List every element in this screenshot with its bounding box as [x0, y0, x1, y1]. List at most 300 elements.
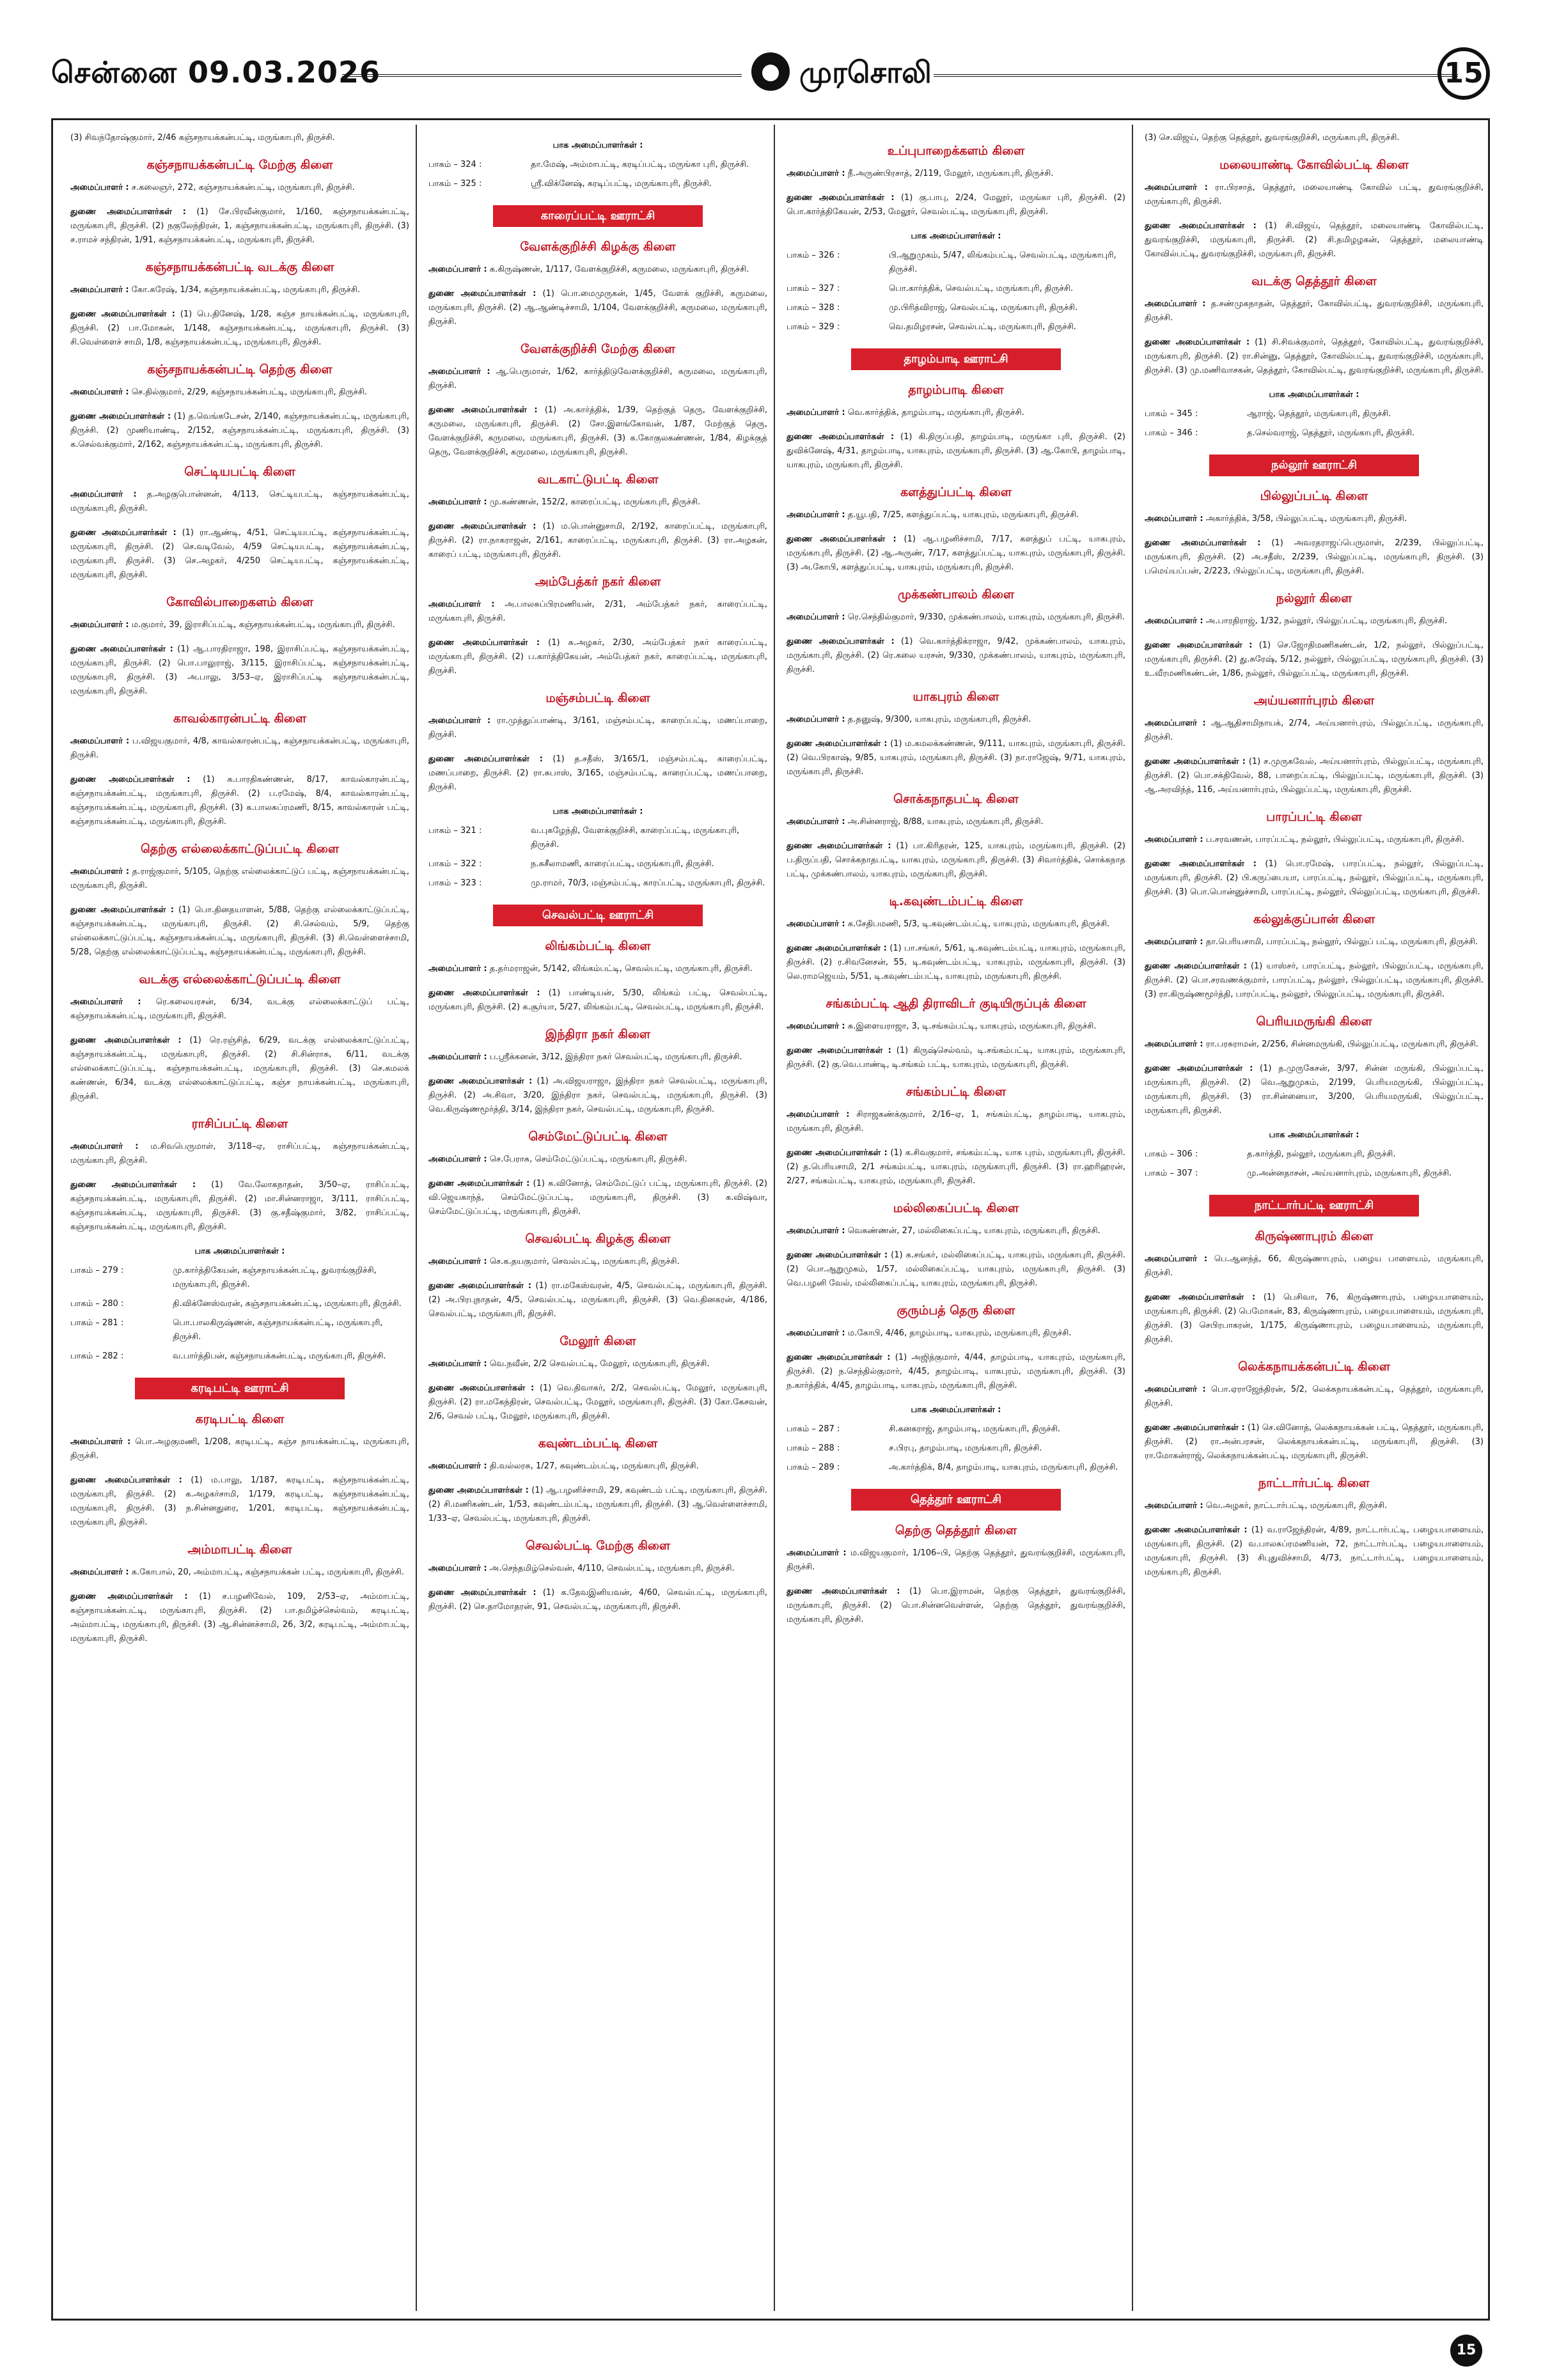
member-details: (1) சே.பிரவீன்குமார், 1/160, கஞ்சநாயக்கன்பட்டி, மருங்காபுரி, திருச்சி. (2) நகுலேந்திரன், 1, கஞ்சநாயக்கன்பட்டி, மருங்காபுரி, திருச்சி. (3) ச.ராமச் சந்திரன், 1/91, கஞ்சநாயக்கன்பட்டி, மருங்காபுரி, திருச்சி.	[70, 207, 409, 245]
booth-number: பாகம் – 289 :	[787, 1463, 840, 1472]
member-details: (1) சி.விஜய், தெத்தூர், மலையாண்டி கோவில்பட்டி, துவரங்குறிச்சி, மருங்காபுரி, திருச்சி. (2) சி.தமிழழகன், தெத்தூர், மலையாண்டி கோவில்பட்டி, துவரங்குறிச்சி, மருங்காபுரி, திருச்சி.	[1145, 221, 1484, 259]
role-label: துணை அமைப்பாளர்கள் :	[787, 432, 895, 442]
branch-heading: மேலூர் கிளை	[560, 1334, 636, 1348]
member-entry	[70, 618, 409, 632]
member-entry	[787, 635, 1125, 677]
branch-heading: வேளக்குறிச்சி கிழக்கு கிளை	[520, 240, 676, 254]
role-label: அமைப்பாளர் :	[1145, 1501, 1203, 1511]
role-label: துணை அமைப்பாளர்கள் :	[787, 1353, 891, 1362]
member-entry	[787, 1224, 1125, 1238]
member-details: (1) பாண்டியன், 5/30, லிங்கம் பட்டி, செவல்பட்டி, மருங்காபுரி, திருச்சி. (2) க.சூர்யா, 5/27, லிங்கம்பட்டி, செவல்பட்டி, மருங்காபுரி, திருச்சி.	[428, 988, 767, 1012]
member-entry	[428, 495, 767, 509]
member-details: ச.கலைஞர், 272, கஞ்சநாயக்கன்பட்டி, மருங்காபுரி, திருச்சி.	[131, 183, 355, 192]
role-label: துணை அமைப்பாளர்கள் :	[1145, 1064, 1253, 1073]
booth-organizers-title: பாக அமைப்பாளர்கள் :	[1269, 390, 1359, 400]
member-entry	[70, 1435, 409, 1463]
panchayat-banner: காரைப்பட்டி ஊராட்சி	[493, 205, 703, 227]
member-details: வெ.கார்த்திக், தாழம்பாடி, மருங்காபுரி, திருச்சி.	[847, 408, 1024, 417]
role-label: துணை அமைப்பாளர்கள் :	[70, 1036, 182, 1045]
member-entry	[70, 283, 409, 297]
branch-heading: தாழம்பாடி கிளை	[908, 383, 1004, 397]
branch-heading: செம்மேட்டுப்பட்டி கிளை	[528, 1130, 668, 1144]
member-entry	[70, 1590, 409, 1646]
member-details: சு.இளையராஜா, 3, டி.சங்கம்பட்டி, யாகபுரம், மருங்காபுரி, திருச்சி.	[847, 1022, 1097, 1031]
member-entry	[428, 287, 767, 329]
branch-heading: யாகபுரம் கிளை	[912, 690, 999, 704]
column-divider	[1132, 125, 1133, 2311]
member-entry	[428, 1255, 767, 1269]
member-entry	[70, 1140, 409, 1168]
role-label: துணை அமைப்பாளர்கள் :	[428, 988, 540, 998]
member-entry	[1145, 181, 1484, 209]
branch-heading: லிங்கம்பட்டி கிளை	[545, 939, 651, 953]
member-entry	[787, 1351, 1125, 1393]
role-label: துணை அமைப்பாளர்கள் :	[787, 1250, 888, 1260]
member-details: (1) த.முருகேசன், 3/97, சின்ன மருங்கி, பில்லுப்பட்டி, மருங்காபுரி, திருச்சி. (2) வெ.ஆறுமுகம், 2/199, பெரியமருங்கி, பில்லுப்பட்டி, மருங்காபுரி, திருச்சி. (3) ரா.சின்னையா, 3/200, பெரியமருங்கி, பில்லுப்பட்டி, மருங்காபுரி, திருச்சி.	[1145, 1064, 1484, 1116]
role-label: துணை அமைப்பாளர்கள் :	[428, 522, 537, 531]
member-details: (1) செ.வினோத், லெக்கநாயக்கன் பட்டி, தெத்தூர், மருங்காபுரி, திருச்சி. (2) ரா.அன்பரசன், லெக்கநாயக்கன்பட்டி, மருங்காபுரி, திருச்சி. (3) ரா.மோகன்ராஜ், லெக்கநாயக்கன்பட்டி, மருங்காபுரி, திருச்சி.	[1145, 1423, 1484, 1461]
role-label: அமைப்பாளர் :	[70, 997, 141, 1007]
member-entry	[428, 1177, 767, 1219]
role-label: அமைப்பாளர் :	[428, 1155, 487, 1164]
member-details: (1) அஜித்குமார், 4/44, தாழம்பாடி, யாகபுரம், மருங்காபுரி, திருச்சி. (2) ந.செந்தில்குமார், 4/45, தாழம்பாடி, யாகபுரம், மருங்காபுரி, திருச்சி. (3) ந.கார்த்திக், 4/45, தாழம்பாடி, யாகபுரம், மருங்காபுரி, திருச்சி.	[787, 1353, 1125, 1390]
member-entry	[787, 1044, 1125, 1072]
member-details: (1) சு.அழகர், 2/30, அம்பேத்கர் நகர் காரைப்பட்டி, மருங்காபுரி, திருச்சி. (2) ப.கார்த்திகேயன், அம்பேத்கர் நகர், காரைப்பட்டி, மருங்காபுரி, திருச்சி.	[428, 638, 767, 676]
branch-heading: வடக்கு தெத்தூர் கிளை	[1251, 274, 1377, 288]
member-entry	[787, 533, 1125, 575]
member-entry	[787, 1326, 1125, 1341]
member-details: க.சேதிபமணி, 5/3, டி.கவுண்டம்பட்டி, யாகபுரம், மருங்காபுரி, திருச்சி.	[847, 919, 1110, 929]
role-label: அமைப்பாளர் :	[428, 1564, 487, 1573]
member-entry	[1145, 1499, 1484, 1513]
role-label: அமைப்பாளர் :	[428, 367, 490, 377]
booth-organizer: தி.விக்னேஸ்வரன், கஞ்சநாயக்கன்பட்டி, மருங்காபுரி, திருச்சி.	[173, 1299, 402, 1309]
member-entry	[428, 365, 767, 393]
member-details: (1) பெசிவா, 76, கிருஷ்ணாபுரம், பழையபாளையம், மருங்காபுரி, திருச்சி. (2) பெமோகன், 83, கிருஷ்ணாபுரம், பழையபாளையம், மருங்காபுரி, திருச்சி. (3) செபிரபாகரன், 1/175, கிருஷ்ணாபுரம், பழையபாளையம், மருங்காபுரி, திருச்சி.	[1145, 1293, 1484, 1344]
booth-organizer: ஸ்ரீ.விக்னேஷ், கரடிப்பட்டி, மருங்காபுரி, திருச்சி.	[531, 179, 712, 189]
branch-heading: கஞ்சநாயக்கன்பட்டி தெற்கு கிளை	[147, 362, 333, 377]
booth-organizers-title: பாக அமைப்பாளர்கள் :	[911, 231, 1001, 241]
role-label: அமைப்பாளர் :	[1145, 835, 1203, 844]
member-details: தா.பெரியசாமி, பாரப்பட்டி, நல்லூர், பில்லுப் பட்டி, மருங்காபுரி, திருச்சி.	[1205, 937, 1478, 947]
role-label: அமைப்பாளர் :	[787, 612, 845, 622]
member-details: ம.சிவபெருமாள், 3/118–ஏ, ராசிப்பட்டி, கஞ்சநாயக்கன்பட்டி, மருங்காபுரி, திருச்சி.	[70, 1142, 409, 1165]
booth-organizer: மு.ராமர், 70/3, மஞ்சம்பட்டி, காரப்பட்டி, மருங்காபுரி, திருச்சி.	[531, 878, 765, 888]
booth-organizer: அ.கார்த்திக், 8/4, தாழம்பாடி, யாகபுரம், மருங்காபுரி, திருச்சி.	[889, 1463, 1118, 1472]
member-entry	[787, 815, 1125, 829]
branch-heading: இந்திரா நகர் கிளை	[545, 1027, 651, 1041]
member-entry	[428, 1075, 767, 1117]
member-details: (1) சு.பாரதிகண்ணன், 8/17, காவல்காரன்பட்டி, கஞ்சநாயக்கன்பட்டி, மருங்காபுரி, திருச்சி. (2) ப.ரமேஷ், 8/4, காவல்காரன்பட்டி, கஞ்சநாயக்கன்பட்டி, மருங்காபுரி, திருச்சி. (3) க.பாலசுப்ரமணி, 8/15, காவல்காரன் பட்டி, கஞ்சநாயக்கன்பட்டி, மருங்காபுரி, திருச்சி.	[70, 775, 409, 827]
member-entry	[787, 1546, 1125, 1575]
member-entry	[1145, 536, 1484, 579]
member-details: மு.கண்ணன், 152/2, காரைப்பட்டி, மருங்காபுரி, திருச்சி.	[489, 497, 701, 507]
member-entry	[70, 205, 409, 247]
member-details: (1) சி.சிவக்குமார், தெத்தூர், கோவில்பட்டி, துவரங்குறிச்சி, மருங்காபுரி, திருச்சி. (2) ரா.சின்னு, தெத்தூர், கோவில்பட்டி, துவரங்குறிச்சி, மருங்காபுரி, திருச்சி. (3) மு.மணிவாசகன், தெத்தூர், கோவில்பட்டி, துவரங்குறிச்சி, மருங்காபுரி, திருச்சி.	[1145, 338, 1484, 375]
booth-number: பாகம் – 307 :	[1145, 1169, 1198, 1178]
booth-row	[428, 158, 767, 172]
role-label: துணை அமைப்பாளர்கள் :	[1145, 1525, 1248, 1535]
role-label: அமைப்பாளர் :	[428, 964, 487, 974]
member-details: அ.செந்தமிழ்செல்வன், 4/110, செவல்பட்டி, மருங்காபுரி, திருச்சி.	[489, 1564, 735, 1573]
member-entry	[428, 263, 767, 277]
booth-organizers-title: பாக அமைப்பாளர்கள் :	[1269, 1130, 1359, 1140]
branch-heading: வடக்கு எல்லைக்காட்டுப்பட்டி கிளை	[139, 972, 341, 986]
branch-heading: சொக்கநாதபட்டி கிளை	[893, 792, 1019, 806]
member-entry	[1145, 1038, 1484, 1052]
role-label: துணை அமைப்பாளர்கள் :	[428, 405, 538, 415]
role-label: துணை அமைப்பாளர்கள் :	[70, 207, 186, 217]
member-entry	[787, 1020, 1125, 1034]
member-entry	[787, 1248, 1125, 1291]
role-label: அமைப்பாளர் :	[787, 169, 845, 178]
member-details: ரா.பிரசாத், தெத்தூர், மலையாண்டி கோவில் பட்டி, துவரங்குறிச்சி, மருங்காபுரி, திருச்சி.	[1145, 183, 1484, 206]
member-details: செ.தில்குமார், 2/29, கஞ்சநாயக்கன்பட்டி, மருங்காபுரி, திருச்சி.	[131, 387, 368, 397]
member-details: க.கோபால், 20, அம்மாபட்டி, கஞ்சநாயக்கன் பட்டி, மருங்காபுரி, திருச்சி.	[131, 1567, 404, 1577]
branch-heading: கவுண்டம்பட்டி கிளை	[538, 1436, 658, 1451]
member-entry	[787, 430, 1125, 472]
member-details: (1) ஆ.பழனிச்சாமி, 29, கவுண்டம் பட்டி, மருங்காபுரி, திருச்சி. (2) சி.மணிகண்டன், 1/53, கவுண்டம்பட்டி, மருங்காபுரி, திருச்சி. (3) ஆ.வெள்ளைச்சாமி, 1/33–ஏ, செவல்பட்டி, மருங்காபுரி, திருச்சி.	[428, 1486, 767, 1523]
role-label: அமைப்பாளர் :	[70, 867, 130, 876]
member-details: (1) ரெ.ரஞ்சித், 6/29, வடக்கு எல்லைக்காட்டுப்பட்டி, கஞ்சநாயக்கன்பட்டி, மருங்காபுரி, திருச்சி. (2) சி.சின்ராசு, 6/11, வடக்கு எல்லைக்காட்டுப்பட்டி, கஞ்சநாயக்கன்பட்டி, மருங்காபுரி, திருச்சி. (3) செ.கமலக் கண்ணன், 6/34, வடக்கு எல்லைக்காட்டுப்பட்டி, கஞ்ச நாயக்கன்பட்டி, மருங்காபுரி, திருச்சி.	[70, 1036, 409, 1101]
role-label: அமைப்பாளர் :	[1145, 616, 1203, 626]
booth-organizer: மு.கார்த்திகேயன், கஞ்சநாயக்கன்பட்டி, துவரங்குறிச்சி, மருங்காபுரி, திருச்சி.	[173, 1266, 377, 1289]
member-details: (1) வெ.திவாகர், 2/2, செவல்பட்டி, மேலூர், மருங்காபுரி, திருச்சி. (2) ரா.மகேந்திரன், செவல்பட்டி, மேலூர், மருங்காபுரி, திருச்சி. (3) கோ.கேசவன், 2/6, செவல் பட்டி, மேலூர், மருங்காபுரி, திருச்சி.	[428, 1383, 767, 1421]
booth-row	[428, 824, 767, 852]
role-label: துணை அமைப்பாளர்கள் :	[70, 905, 174, 915]
member-entry	[428, 520, 767, 562]
panchayat-banner: கரடிபட்டி ஊராட்சி	[135, 1378, 345, 1399]
member-details: (1) கி.திருப்பதி, தாழம்பாடி, மருங்கா புரி, திருச்சி. (2) துவிக்னேஷ், 4/31, தாழம்பாடி, யாகபுரம், மருங்காபுரி, திருச்சி. (3) ஆ.கோபி, தாழம்பாடி, யாகபுரம், மருங்காபுரி, திருச்சி.	[787, 432, 1125, 470]
member-entry	[70, 385, 409, 400]
member-entry	[787, 917, 1125, 931]
role-label: அமைப்பாளர் :	[428, 1257, 487, 1266]
panchayat-banner: தாழம்பாடி ஊராட்சி	[851, 348, 1061, 370]
panchayat-banner: தெத்தூர் ஊராட்சி	[851, 1489, 1061, 1511]
column-2	[428, 131, 767, 2305]
masthead	[51, 46, 1490, 104]
booth-organizer: மு.அன்னதாசன், அய்யனார்புரம், மருங்காபுரி, திருச்சி.	[1247, 1169, 1452, 1178]
member-entry	[787, 713, 1125, 727]
branch-heading: மஞ்சம்பட்டி கிளை	[545, 691, 650, 705]
member-details: (1) பா.சங்கர், 5/61, டி.கவுண்டம்பட்டி, யாகபுரம், மருங்காபுரி, திருச்சி. (2) ர.சிவனேசன், 55, டி.கவுண்டம்பட்டி, யாகபுரம், மருங்காபுரி, திருச்சி. (3) லெ.ராமஜெயம், 5/51, டி.கவுண்டம்பட்டி, யாகபுரம், மருங்காபுரி, திருச்சி.	[787, 944, 1125, 981]
role-label: அமைப்பாளர் :	[1145, 183, 1208, 192]
role-label: அமைப்பாளர் :	[428, 497, 487, 507]
member-details: (1) வே.லோகநாதன், 3/50–ஏ, ராசிப்பட்டி, கஞ்சநாயக்கன்பட்டி, மருங்காபுரி, திருச்சி. (2) மா.சின்னராஜா, 3/111, ராசிப்பட்டி, கஞ்சநாயக்கன்பட்டி, மருங்காபுரி, திருச்சி. (3) கு.சதீஷ்குமார், 3/82, ராசிப்பட்டி, கஞ்சநாயக்கன்பட்டி, மருங்காபுரி, திருச்சி.	[70, 1180, 409, 1232]
branch-heading: பில்லுப்பட்டி கிளை	[1260, 489, 1368, 503]
member-entry	[428, 636, 767, 678]
branch-heading: நாட்டார்பட்டி கிளை	[1258, 1476, 1370, 1490]
role-label: துணை அமைப்பாளர்கள் :	[1145, 338, 1250, 347]
role-label: அமைப்பாளர் :	[428, 600, 495, 609]
booth-number: பாகம் – 288 :	[787, 1443, 840, 1453]
role-label: துணை அமைப்பாளர்கள் :	[428, 1179, 530, 1188]
member-details: (1) ரா.ஆண்டி, 4/51, செட்டியபட்டி, கஞ்சநாயக்கன்பட்டி, மருங்காபுரி, திருச்சி. (2) செ.வடிவேல், 4/59 செட்டியபட்டி, கஞ்சநாயக்கன்பட்டி, மருங்காபுரி, திருச்சி. (3) செ.அழகர், 4/250 செட்டியபட்டி, கஞ்சநாயக்கன்பட்டி, மருங்காபுரி, திருச்சி.	[70, 528, 409, 580]
member-details: (1) ச.பழனிவேல், 109, 2/53–ஏ, அம்மாபட்டி, கஞ்சநாயக்கன்பட்டி, மருங்காபுரி, திருச்சி. (2) பா.தமிழ்ச்செல்வம், கரடிபட்டி, அம்மாபட்டி, மருங்காபுரி, திருச்சி. (3) ஆ.சின்னச்சாமி, 26, 3/2, கரடிபட்டி, அம்மாபட்டி, மருங்காபுரி, திருச்சி.	[70, 1592, 409, 1644]
branch-heading: டி.கவுண்டம்பட்டி கிளை	[889, 894, 1023, 908]
member-details: (3) சிவந்தோஷ்குமார், 2/46 கஞ்சநாயக்கன்பட்டி, மருங்காபுரி, திருச்சி.	[70, 133, 335, 143]
member-entry	[1145, 935, 1484, 949]
booth-number: பாகம் – 324 :	[428, 160, 482, 169]
member-entry	[70, 642, 409, 699]
role-label: அமைப்பாளர் :	[428, 1461, 487, 1471]
role-label: துணை அமைப்பாளர்கள் :	[70, 644, 173, 654]
elephant-logo-icon: ●	[751, 52, 790, 91]
member-details: (1) த.சதீஸ், 3/165/1, மஞ்சம்பட்டி, காரைப்பட்டி, மணப்பாறை, திருச்சி. (2) ரா.சுபாஸ், 3/165, மஞ்சம்பட்டி, காரைப்பட்டி, மணப்பாறை, திருச்சி.	[428, 754, 767, 792]
booth-row	[428, 876, 767, 891]
branch-heading: அய்யனார்புரம் கிளை	[1253, 694, 1375, 708]
member-details: (1) த.வெங்கடேசன், 2/140, கஞ்சநாயக்கன்பட்டி, மருங்காபுரி, திருச்சி. (2) முணியாண்டி, 2/152, கஞ்சநாயக்கன்பட்டி, மருங்காபுரி, திருச்சி. (3) க.செல்வக்குமார், 2/162, கஞ்சநாயக்கன்பட்டி, மருங்காபுரி, திருச்சி.	[70, 412, 409, 449]
role-label: துணை அமைப்பாளர்கள் :	[70, 1180, 196, 1190]
role-label: துணை அமைப்பாளர்கள் :	[1145, 641, 1253, 650]
member-entry	[428, 1484, 767, 1526]
booth-organizer: பி.ஆறுமுகம், 5/47, லிங்கம்பட்டி, செவல்பட்டி, மருங்காபுரி, திருச்சி.	[889, 251, 1116, 274]
role-label: அமைப்பாளர் :	[428, 265, 487, 274]
member-details: (1) வெ.கார்த்திக்ராஜா, 9/42, முக்கண்பாலம், யாகபுரம், மருங்காபுரி, திருச்சி. (2) ரெ.கலை யரசன், 9/330, முக்கண்பாலம், யாகபுரம், மருங்காபுரி, திருச்சி.	[787, 637, 1125, 674]
member-entry	[787, 191, 1125, 219]
member-entry	[787, 1108, 1125, 1136]
member-details: அ.பாரதிராஜ், 1/32, நல்லூர், பில்லுப்பட்டி, மருங்காபுரி, திருச்சி.	[1205, 616, 1448, 626]
member-entry	[787, 406, 1125, 420]
member-details: ம.கோபி, 4/46, தாழம்பாடி, யாகபுரம், மருங்காபுரி, திருச்சி.	[847, 1328, 1072, 1338]
branch-heading: அம்பேத்கர் நகர் கிளை	[535, 575, 661, 589]
role-label: துணை அமைப்பாளர்கள் :	[428, 1588, 537, 1598]
member-entry	[787, 942, 1125, 984]
member-entry	[70, 865, 409, 893]
role-label: துணை அமைப்பாளர்கள் :	[787, 534, 897, 544]
role-label: துணை அமைப்பாளர்கள் :	[428, 1383, 535, 1393]
role-label: அமைப்பாளர் :	[787, 1022, 845, 1031]
role-label: துணை அமைப்பாளர்கள் :	[787, 1046, 891, 1055]
role-label: அமைப்பாளர் :	[428, 1052, 487, 1062]
member-details: கோ.சுரேஷ், 1/34, கஞ்சநாயக்கன்பட்டி, மருங்காபுரி, திருச்சி.	[131, 285, 361, 295]
booth-number: பாகம் – 280 :	[70, 1299, 124, 1309]
member-details: சிராஜகண்க்குமார், 2/16–ஏ, 1, சங்கம்பட்டி, தாழம்பாடி, யாகபுரம், மருங்காபுரி, திருச்சி.	[787, 1110, 1125, 1133]
member-details: (1) கு.பாபு, 2/24, மேலூர், மருங்கா புரி, திருச்சி. (2) பொ.கார்த்திகேயன், 2/53, மேலூர், செவல்பட்டி, மருங்காபுரி, திருச்சி.	[787, 193, 1125, 217]
role-label: துணை அமைப்பாளர்கள் :	[428, 289, 537, 299]
branch-heading: லெக்கநாயக்கன்பட்டி கிளை	[1238, 1360, 1390, 1374]
member-entry	[1145, 960, 1484, 1002]
booth-number: பாகம் – 281 :	[70, 1318, 124, 1328]
role-label: அமைப்பாளர் :	[1145, 1039, 1203, 1049]
role-label: துணை அமைப்பாளர்கள் :	[428, 1077, 533, 1086]
booth-organizers-title: பாக அமைப்பாளர்கள் :	[911, 1405, 1001, 1415]
member-details: அ.பாலசுப்பிரமணியன், 2/31, அம்பேத்கர் நகர், காரைப்பட்டி, மருங்காபுரி, திருச்சி.	[428, 600, 767, 623]
booth-organizer: தா.மேஷ், அம்மாபட்டி, கரடிப்பட்டி, மருங்கா புரி, திருச்சி.	[531, 160, 749, 169]
member-details: (1) கிருஷ்செல்வம், டி.சங்கம்பட்டி, யாகபுரம், மருங்காபுரி, திருச்சி. (2) கு.வெ.பாண்டி, டி.சங்கம் பட்டி, யாகபுரம், மருங்காபுரி, திருச்சி.	[787, 1046, 1125, 1069]
branch-heading: பெரியமருங்கி கிளை	[1256, 1015, 1372, 1029]
branch-heading: தெற்கு தெத்தூர் கிளை	[895, 1523, 1017, 1537]
member-entry	[787, 737, 1125, 779]
booth-row	[787, 1461, 1125, 1475]
member-details: (1) ஆ.பழனிச்சாமி, 7/17, களத்துப் பட்டி, யாகபுரம், மருங்காபுரி, திருச்சி. (2) ஆ.அருண், 7/17, களத்துப்பட்டி, யாகபுரம், மருங்காபுரி, திருச்சி. (3) அ.கோபி, களத்துப்பட்டி, யாகபுரம், மருங்காபுரி, திருச்சி.	[787, 534, 1125, 572]
role-label: அமைப்பாளர் :	[70, 387, 129, 397]
booth-row	[70, 1316, 409, 1344]
branch-heading: கஞ்சநாயக்கன்பட்டி வடக்கு கிளை	[145, 260, 334, 274]
role-label: அமைப்பாளர் :	[787, 919, 845, 929]
member-entry	[1145, 1383, 1484, 1411]
page-number-badge: 15	[1437, 47, 1490, 100]
branch-heading: கிருஷ்ணாபுரம் கிளை	[1255, 1229, 1374, 1243]
role-label: அமைப்பாளர் :	[70, 1437, 131, 1447]
booth-organizer: ஆராஜ், தெத்தூர், மருங்காபுரி, திருச்சி.	[1247, 409, 1391, 419]
member-details: ப.ஸ்ரீக்கனன், 3/12, இந்திரா நகர் செவல்பட்டி, மருங்காபுரி, திருச்சி.	[489, 1052, 742, 1062]
member-details: (1) பொ.ரமேஷ், பாரப்பட்டி, நல்லூர், பில்லுப்பட்டி, மருங்காபுரி, திருச்சி. (2) பி.கருப்பையா, பாரப்பட்டி, நல்லூர், பில்லுப்பட்டி, மருங்காபுரி, திருச்சி. (3) பொ.பொன்னுச்சாமி, பாரப்பட்டி, நல்லூர், பில்லுப்பட்டி, மருங்காபுரி, திருச்சி.	[1145, 859, 1484, 897]
booth-number: பாகம் – 323 :	[428, 878, 482, 888]
booth-number: பாகம் – 346 :	[1145, 428, 1198, 438]
panchayat-banner: செவல்பட்டி ஊராட்சி	[493, 905, 703, 926]
role-label: துணை அமைப்பாளர்கள் :	[1145, 1423, 1245, 1433]
member-entry	[1145, 512, 1484, 526]
role-label: அமைப்பாளர் :	[70, 183, 129, 192]
branch-heading: சங்கம்பட்டி கிளை	[905, 1085, 1006, 1099]
branch-heading: வேளக்குறிச்சி மேற்கு கிளை	[521, 342, 675, 356]
role-label: அமைப்பாளர் :	[70, 490, 137, 499]
booth-organizer: வெ.தமிழரசன், செவல்பட்டி, மருங்காபுரி, திருச்சி.	[889, 322, 1076, 332]
member-entry	[428, 986, 767, 1015]
member-entry	[70, 131, 409, 145]
booth-number: பாகம் – 326 :	[787, 251, 840, 260]
column-3	[787, 131, 1125, 2305]
role-label: துணை அமைப்பாளர்கள் :	[1145, 757, 1246, 766]
member-entry	[787, 1146, 1125, 1188]
member-details: தி.வல்லரசு, 1/27, கவுண்டம்பட்டி, மருங்காபுரி, திருச்சி.	[489, 1461, 699, 1471]
member-details: செ.க.தயகுமார், செவல்பட்டி, மருங்காபுரி, திருச்சி.	[489, 1257, 680, 1266]
booth-row	[70, 1264, 409, 1292]
role-label: அமைப்பாளர் :	[428, 1359, 487, 1369]
member-details: (3) செ.விஜய், தெற்கு தெத்தூர், துவரங்குறிச்சி, மருங்காபுரி, திருச்சி.	[1145, 133, 1400, 143]
branch-heading: முக்கண்பாலம் கிளை	[897, 587, 1014, 602]
member-details: (1) ச.முருகவேல், அய்யனார்புரம், பில்லுப்பட்டி, மருங்காபுரி, திருச்சி. (2) பொ.சக்திவேல், 88, பாறைப்பட்டி, பில்லுப்பட்டி, மருங்காபுரி, திருச்சி. (3) ஆ.அரவிந்த், 116, அய்யனார்புரம், பில்லுப்பட்டி, மருங்காபுரி, திருச்சி.	[1145, 757, 1484, 795]
member-details: (1) ம.பாலு, 1/187, கரடிபட்டி, கஞ்சநாயக்கன்பட்டி, மருங்காபுரி, திருச்சி. (2) க.அழகர்சாமி, 1/179, கரடிபட்டி, கஞ்சநாயக்கன்பட்டி, மருங்காபுரி, திருச்சி. (3) ந.சின்னதுரை, 1/201, கரடிபட்டி, கஞ்சநாயக்கன்பட்டி, மருங்காபுரி, திருச்சி.	[70, 1475, 409, 1527]
member-entry	[1145, 1062, 1484, 1118]
role-label: துணை அமைப்பாளர்கள் :	[787, 1148, 888, 1158]
booth-number: பாகம் – 328 :	[787, 303, 840, 313]
member-entry	[428, 403, 767, 460]
role-label: துணை அமைப்பாளர்கள் :	[428, 754, 543, 764]
role-label: துணை அமைப்பாளர்கள் :	[1145, 961, 1247, 971]
branch-heading: மல்லிகைப்பட்டி கிளை	[893, 1201, 1019, 1215]
role-label: அமைப்பாளர் :	[787, 1328, 845, 1338]
member-entry	[70, 410, 409, 452]
role-label: அமைப்பாளர் :	[787, 1110, 850, 1119]
booth-row	[70, 1297, 409, 1311]
booth-row	[428, 857, 767, 871]
booth-organizer: பொ.பாலகிருஷ்ணன், கஞ்சநாயக்கன்பட்டி, மருங்காபுரி, திருச்சி.	[173, 1318, 383, 1342]
booth-row	[787, 282, 1125, 296]
member-entry	[428, 1459, 767, 1474]
branch-heading: பாரப்பட்டி கிளை	[1266, 810, 1362, 824]
booth-number: பாகம் – 325 :	[428, 179, 482, 189]
role-label: துணை அமைப்பாளர்கள் :	[70, 412, 171, 421]
booth-organizer: மு.பிரித்விராஜ், செவல்பட்டி, மருங்காபுரி, திருச்சி.	[889, 303, 1078, 313]
member-entry	[1145, 336, 1484, 378]
member-details: த.யூபதி, 7/25, களத்துப்பட்டி, யாகபுரம், மருங்காபுரி, திருச்சி.	[847, 510, 1079, 520]
role-label: துணை அமைப்பாளர்கள் :	[1145, 221, 1257, 231]
branch-heading: குரும்பத் தெரு கிளை	[897, 1303, 1015, 1318]
member-details: (1) ம.கமலக்கண்ணன், 9/111, யாகபுரம், மருங்காபுரி, திருச்சி. (2) வெ.பிரகாஷ், 9/85, யாகபுரம், மருங்காபுரி, திருச்சி. (3) நா.ராஜேஷ், 9/71, யாகபுரம், மருங்காபுரி, திருச்சி.	[787, 739, 1125, 777]
member-details: (1) யாஸ்சர், பாரப்பட்டி, நல்லூர், பில்லுப்பட்டி, மருங்காபுரி, திருச்சி. (2) பொ.சரவணக்குமார், பாரப்பட்டி, நல்லூர், பில்லுப்பட்டி, மருங்காபுரி, திருச்சி. (3) ரா.கிருஷ்ணமூர்த்தி, பாரப்பட்டி, நல்லூர், பில்லுப்பட்டி, மருங்காபுரி, திருச்சி.	[1145, 961, 1484, 999]
member-entry	[428, 1357, 767, 1371]
member-details: (1) பொ.மைமுருகன், 1/45, வேளக் குறிச்சி, கருமலை, மருங்காபுரி, திருச்சி. (2) ஆ.ஆண்டிச்சாமி, 1/104, வேளக்குறிச்சி, கருமலை, மருங்காபுரி, திருச்சி.	[428, 289, 767, 327]
member-entry	[1145, 219, 1484, 261]
member-entry	[70, 995, 409, 1023]
member-details: (1) சு.வினோத், செம்மேட்டுப் பட்டி, மருங்காபுரி, திருச்சி. (2) வி.ஜெயகாந்த், செம்மேட்டுப்பட்டி, மருங்காபுரி, திருச்சி. (3) க.விஷ்வா, செம்மேட்டுப்பட்டி, மருங்காபுரி, திருச்சி.	[428, 1179, 767, 1217]
newspaper-name: முரசொலி	[799, 55, 932, 89]
booth-number: பாகம் – 321 :	[428, 826, 482, 836]
role-label: அமைப்பாளர் :	[70, 1142, 139, 1151]
booth-row	[428, 177, 767, 191]
booth-organizer: த.கார்த்தி, நல்லூர், மருங்காபுரி, திருச்சி.	[1247, 1149, 1396, 1159]
branch-heading: கஞ்சநாயக்கன்பட்டி மேற்கு கிளை	[146, 158, 333, 172]
role-label: அமைப்பாளர் :	[1145, 514, 1203, 524]
member-entry	[70, 181, 409, 195]
member-entry	[1145, 717, 1484, 745]
member-entry	[1145, 857, 1484, 899]
masthead-rule-right	[934, 74, 1458, 77]
member-entry	[428, 1586, 767, 1614]
member-entry	[70, 1178, 409, 1234]
member-details: ஆ.ஆதிசாமிநாயக், 2/74, அய்யனார்புரம், பில்லுப்பட்டி, மருங்காபுரி, திருச்சி.	[1145, 719, 1484, 742]
member-details: க.கிருஷ்ணன், 1/117, வேளக்குறிச்சி, கருமலை, மருங்காபுரி, திருச்சி.	[489, 265, 749, 274]
branch-heading: உப்புபாறைக்களம் கிளை	[887, 144, 1025, 158]
member-details: ரா.முத்துப்பாண்டி, 3/161, மஞ்சம்பட்டி, காரைப்பட்டி, மணப்பாறை, திருச்சி.	[428, 716, 767, 740]
member-details: பெ.ஆனந்த், 66, கிருஷ்ணாபுரம், பழைய பாளையம், மருங்காபுரி, திருச்சி.	[1145, 1254, 1484, 1278]
member-entry	[70, 773, 409, 829]
role-label: துணை அமைப்பாளர்கள் :	[70, 775, 191, 784]
member-entry	[1145, 1291, 1484, 1347]
booth-number: பாகம் – 279 :	[70, 1266, 124, 1275]
member-details: செ.பேராசு, செம்மேட்டுப்பட்டி, மருங்காபுரி, திருச்சி.	[489, 1155, 687, 1164]
role-label: துணை அமைப்பாளர்கள் :	[70, 528, 176, 538]
member-entry	[1145, 1523, 1484, 1580]
member-entry	[70, 903, 409, 960]
branch-heading: கரடிபட்டி கிளை	[195, 1412, 285, 1426]
role-label: அமைப்பாளர் :	[428, 716, 491, 726]
branch-heading: தெற்கு எல்லைக்காட்டுப்பட்டி கிளை	[141, 842, 339, 856]
member-details: (1) ம.பொன்னுசாமி, 2/192, காரைப்பட்டி, மருங்காபுரி, திருச்சி. (2) ரா.நாகராஜன், 2/161, காரைப்பட்டி, மருங்காபுரி, திருச்சி. (3) ரா.அழகன், காரைப் பட்டி, மருங்காபுரி, திருச்சி.	[428, 522, 767, 559]
branch-heading: செவல்பட்டி கிழக்கு கிளை	[525, 1232, 671, 1246]
role-label: அமைப்பாளர் :	[1145, 299, 1206, 309]
member-entry	[428, 714, 767, 742]
member-details: நீ.அருண்பிரசாத், 2/119, மேலூர், மருங்காபுரி, திருச்சி.	[847, 169, 1054, 178]
booth-organizer: வ.பார்த்திபன், கஞ்சநாயக்கன்பட்டி, மருங்காபுரி, திருச்சி.	[173, 1351, 386, 1361]
branch-heading: அம்மாபட்டி கிளை	[187, 1543, 292, 1557]
booth-number: பாகம் – 282 :	[70, 1351, 124, 1361]
member-entry	[787, 611, 1125, 625]
member-details: ப.விஜயகுமார், 4/8, காவல்காரன்பட்டி, கஞ்சநாயக்கன்பட்டி, மருங்காபுரி, திருச்சி.	[70, 736, 409, 760]
booth-row	[70, 1349, 409, 1364]
booth-organizer: த.செல்வராஜ், தெத்தூர், மருங்காபுரி, திருச்சி.	[1247, 428, 1415, 438]
member-entry	[428, 1381, 767, 1424]
role-label: துணை அமைப்பாளர்கள் :	[428, 638, 540, 648]
role-label: அமைப்பாளர் :	[70, 736, 130, 746]
member-details: வெ.அழகர், நாட்டார்பட்டி, மருங்காபுரி, திருச்சி.	[1205, 1501, 1388, 1511]
member-details: (1) செ.ஜோதிமணிகண்டன், 1/2, நல்லூர், பில்லுப்பட்டி, மருங்காபுரி, திருச்சி. (2) து.சுரேஷ், 5/12, நல்லூர், பில்லுப்பட்டி, மருங்காபுரி, திருச்சி. (3) உ.வீரமணிகண்டன், 1/86, நல்லூர், பில்லுப்பட்டி, மருங்காபுரி, திருச்சி.	[1145, 641, 1484, 678]
member-details: அகார்த்திக், 3/58, பில்லுப்பட்டி, மருங்காபுரி, திருச்சி.	[1205, 514, 1407, 524]
booth-number: பாகம் – 306 :	[1145, 1149, 1198, 1159]
member-details: ம.குமார், 39, இராசிப்பட்டி, கஞ்சநாயக்கன்பட்டி, மருங்காபுரி, திருச்சி.	[131, 620, 395, 630]
role-label: அமைப்பாளர் :	[70, 285, 129, 295]
role-label: அமைப்பாளர் :	[787, 715, 845, 724]
branch-heading: கல்லுக்குப்பான் கிளை	[1253, 912, 1375, 926]
booth-row	[1145, 1167, 1484, 1181]
member-entry	[787, 167, 1125, 181]
booth-row	[1145, 1147, 1484, 1162]
booth-organizer: சி.கனகராஜ், தாழம்பாடி, மருங்காபுரி, திருச்சி.	[889, 1424, 1060, 1434]
role-label: அமைப்பாளர் :	[787, 817, 845, 827]
member-details: (1) க.சங்கர், மல்லிகைப்பட்டி, யாகபுரம், மருங்காபுரி, திருச்சி. (2) பொ.ஆறுமுகம், 1/57, மல்லிகைப்பட்டி, யாகபுரம், மருங்காபுரி, திருச்சி. (3) வெ.பழனி வேல், மல்லிகைப்பட்டி, யாகபுரம், மருங்காபுரி, திருச்சி.	[787, 1250, 1125, 1288]
